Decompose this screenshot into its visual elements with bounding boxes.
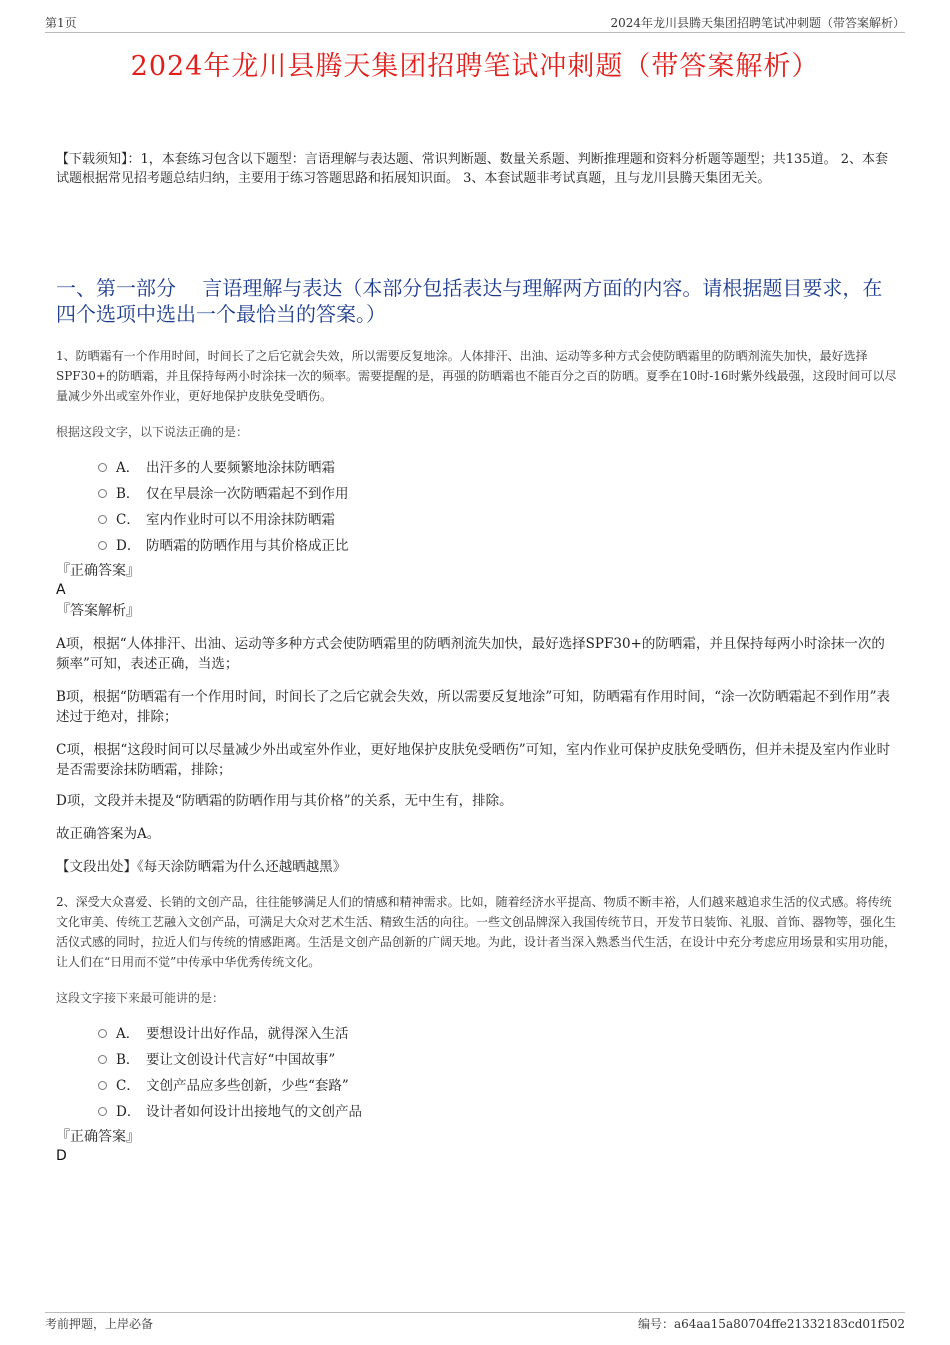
correct-answer: A xyxy=(56,582,66,598)
analysis-b: B项，根据“防晒霜有一个作用时间，时间长了之后它就会失效，所以需要反复地涂”可知，防晒霜有作用时间，“涂一次防晒霜起不到作用”表述过于绝对，排除； xyxy=(56,689,891,725)
radio-icon[interactable] xyxy=(98,515,107,524)
radio-icon[interactable] xyxy=(98,463,107,472)
question-1-options xyxy=(56,456,898,560)
option-letter: A． xyxy=(116,1026,140,1042)
page-footer xyxy=(45,1312,905,1331)
answer-label: 『正确答案』 xyxy=(56,1129,140,1145)
section-heading: 一、第一部分 言语理解与表达（本部分包括表达与理解两方面的内容。请根据题目要求，在四个选项中选出一个最恰当的答案。） xyxy=(56,276,883,326)
option-letter: C． xyxy=(116,512,140,528)
option-text: 设计者如何设计出接地气的文创产品 xyxy=(146,1104,362,1120)
option-text: 要让文创设计代言好“中国故事” xyxy=(146,1052,336,1068)
option-b[interactable] xyxy=(56,1048,898,1074)
download-notice: 【下载须知】：1，本套练习包含以下题型：言语理解与表达题、常识判断题、数量关系题、判断推理题和资料分析题等题型；共135道。 2、本套试题根据常见招考题总结归纳，主要用于练习答题思路和拓展知识面。 3、本套试题非考试真题，且与龙川县腾天集团无关。 xyxy=(56,152,888,186)
option-letter: C． xyxy=(116,1078,140,1094)
option-a[interactable] xyxy=(56,1022,898,1048)
page-number: 第1页 xyxy=(45,16,77,30)
answer-label: 『正确答案』 xyxy=(56,563,140,579)
radio-icon[interactable] xyxy=(98,1107,107,1116)
analysis-conclusion: 故正确答案为A。 xyxy=(56,826,161,842)
radio-icon[interactable] xyxy=(98,1081,107,1090)
option-d[interactable] xyxy=(56,1100,898,1126)
radio-icon[interactable] xyxy=(98,1055,107,1064)
option-text: 仅在早晨涂一次防晒霜起不到作用 xyxy=(146,486,349,502)
correct-answer: D xyxy=(56,1148,67,1164)
analysis-a: A项，根据“人体排汗、出油、运动等多种方式会使防晒霜里的防晒剂流失加快，最好选择SPF30+的防晒霜，并且保持每两小时涂抹一次的频率”可知，表述正确，当选； xyxy=(56,636,885,672)
question-2-prompt: 这段文字接下来最可能讲的是： xyxy=(56,991,225,1005)
radio-icon[interactable] xyxy=(98,489,107,498)
analysis-d: D项，文段并未提及“防晒霜的防晒作用与其价格”的关系，无中生有，排除。 xyxy=(56,793,513,809)
footer-doc-id: 编号：a64aa15a80704ffe21332183cd01f502 xyxy=(637,1317,905,1331)
option-text: 要想设计出好作品，就得深入生活 xyxy=(146,1026,349,1042)
option-letter: A． xyxy=(116,460,140,476)
option-letter: B． xyxy=(116,1052,140,1068)
radio-icon[interactable] xyxy=(98,1029,107,1038)
option-letter: D． xyxy=(116,1104,141,1120)
page-header xyxy=(45,14,905,33)
option-a[interactable] xyxy=(56,456,898,482)
radio-icon[interactable] xyxy=(98,541,107,550)
option-c[interactable] xyxy=(56,1074,898,1100)
question-2-options xyxy=(56,1022,898,1126)
question-1-prompt: 根据这段文字，以下说法正确的是： xyxy=(56,425,249,439)
option-text: 文创产品应多些创新，少些“套路” xyxy=(146,1078,349,1094)
source-citation: 【文段出处】《每天涂防晒霜为什么还越晒越黑》 xyxy=(56,859,347,875)
option-c[interactable] xyxy=(56,508,898,534)
footer-slogan: 考前押题，上岸必备 xyxy=(45,1317,154,1331)
question-1-text: 1、防晒霜有一个作用时间，时间长了之后它就会失效，所以需要反复地涂。人体排汗、出油、运动等多种方式会使防晒霜里的防晒剂流失加快，最好选择SPF30+的防晒霜，并且保持每两小时涂抹一次的频率。需要提醒的是，再强的防晒霜也不能百分之百的防晒。夏季在10时-16时紫外线最强，这段时间可以尽量减少外出或室外作业，更好地保护皮肤免受晒伤。 xyxy=(56,349,897,403)
page-title: 2024年龙川县腾天集团招聘笔试冲刺题（带答案解析） xyxy=(130,51,820,82)
analysis-c: C项，根据“这段时间可以尽量减少外出或室外作业，更好地保护皮肤免受晒伤”可知，室内作业可保护皮肤免受晒伤，但并未提及室内作业时是否需要涂抹防晒霜，排除； xyxy=(56,742,891,778)
header-doc-title: 2024年龙川县腾天集团招聘笔试冲刺题（带答案解析） xyxy=(610,16,905,30)
option-letter: D． xyxy=(116,538,141,554)
option-text: 室内作业时可以不用涂抹防晒霜 xyxy=(146,512,335,528)
option-letter: B． xyxy=(116,486,140,502)
question-2-text: 2、深受大众喜爱、长销的文创产品，往往能够满足人们的情感和精神需求。比如，随着经济水平提高、物质不断丰裕，人们越来越追求生活的仪式感。将传统文化审美、传统工艺融入文创产品，可满足大众对艺术生活、精致生活的向往。一些文创品牌深入我国传统节日，开发节日装饰、礼服、首饰、器物等，强化生活仪式感的同时，拉近人们与传统的情感距离。生活是文创产品创新的广阔天地。为此，设计者当深入熟悉当代生活，在设计中充分考虑应用场景和实用功能，让人们在“日用而不觉”中传承中华优秀传统文化。 xyxy=(56,895,897,969)
option-d[interactable] xyxy=(56,534,898,560)
option-b[interactable] xyxy=(56,482,898,508)
option-text: 防晒霜的防晒作用与其价格成正比 xyxy=(146,538,349,554)
analysis-label: 『答案解析』 xyxy=(56,603,140,619)
option-text: 出汗多的人要频繁地涂抹防晒霜 xyxy=(146,460,335,476)
